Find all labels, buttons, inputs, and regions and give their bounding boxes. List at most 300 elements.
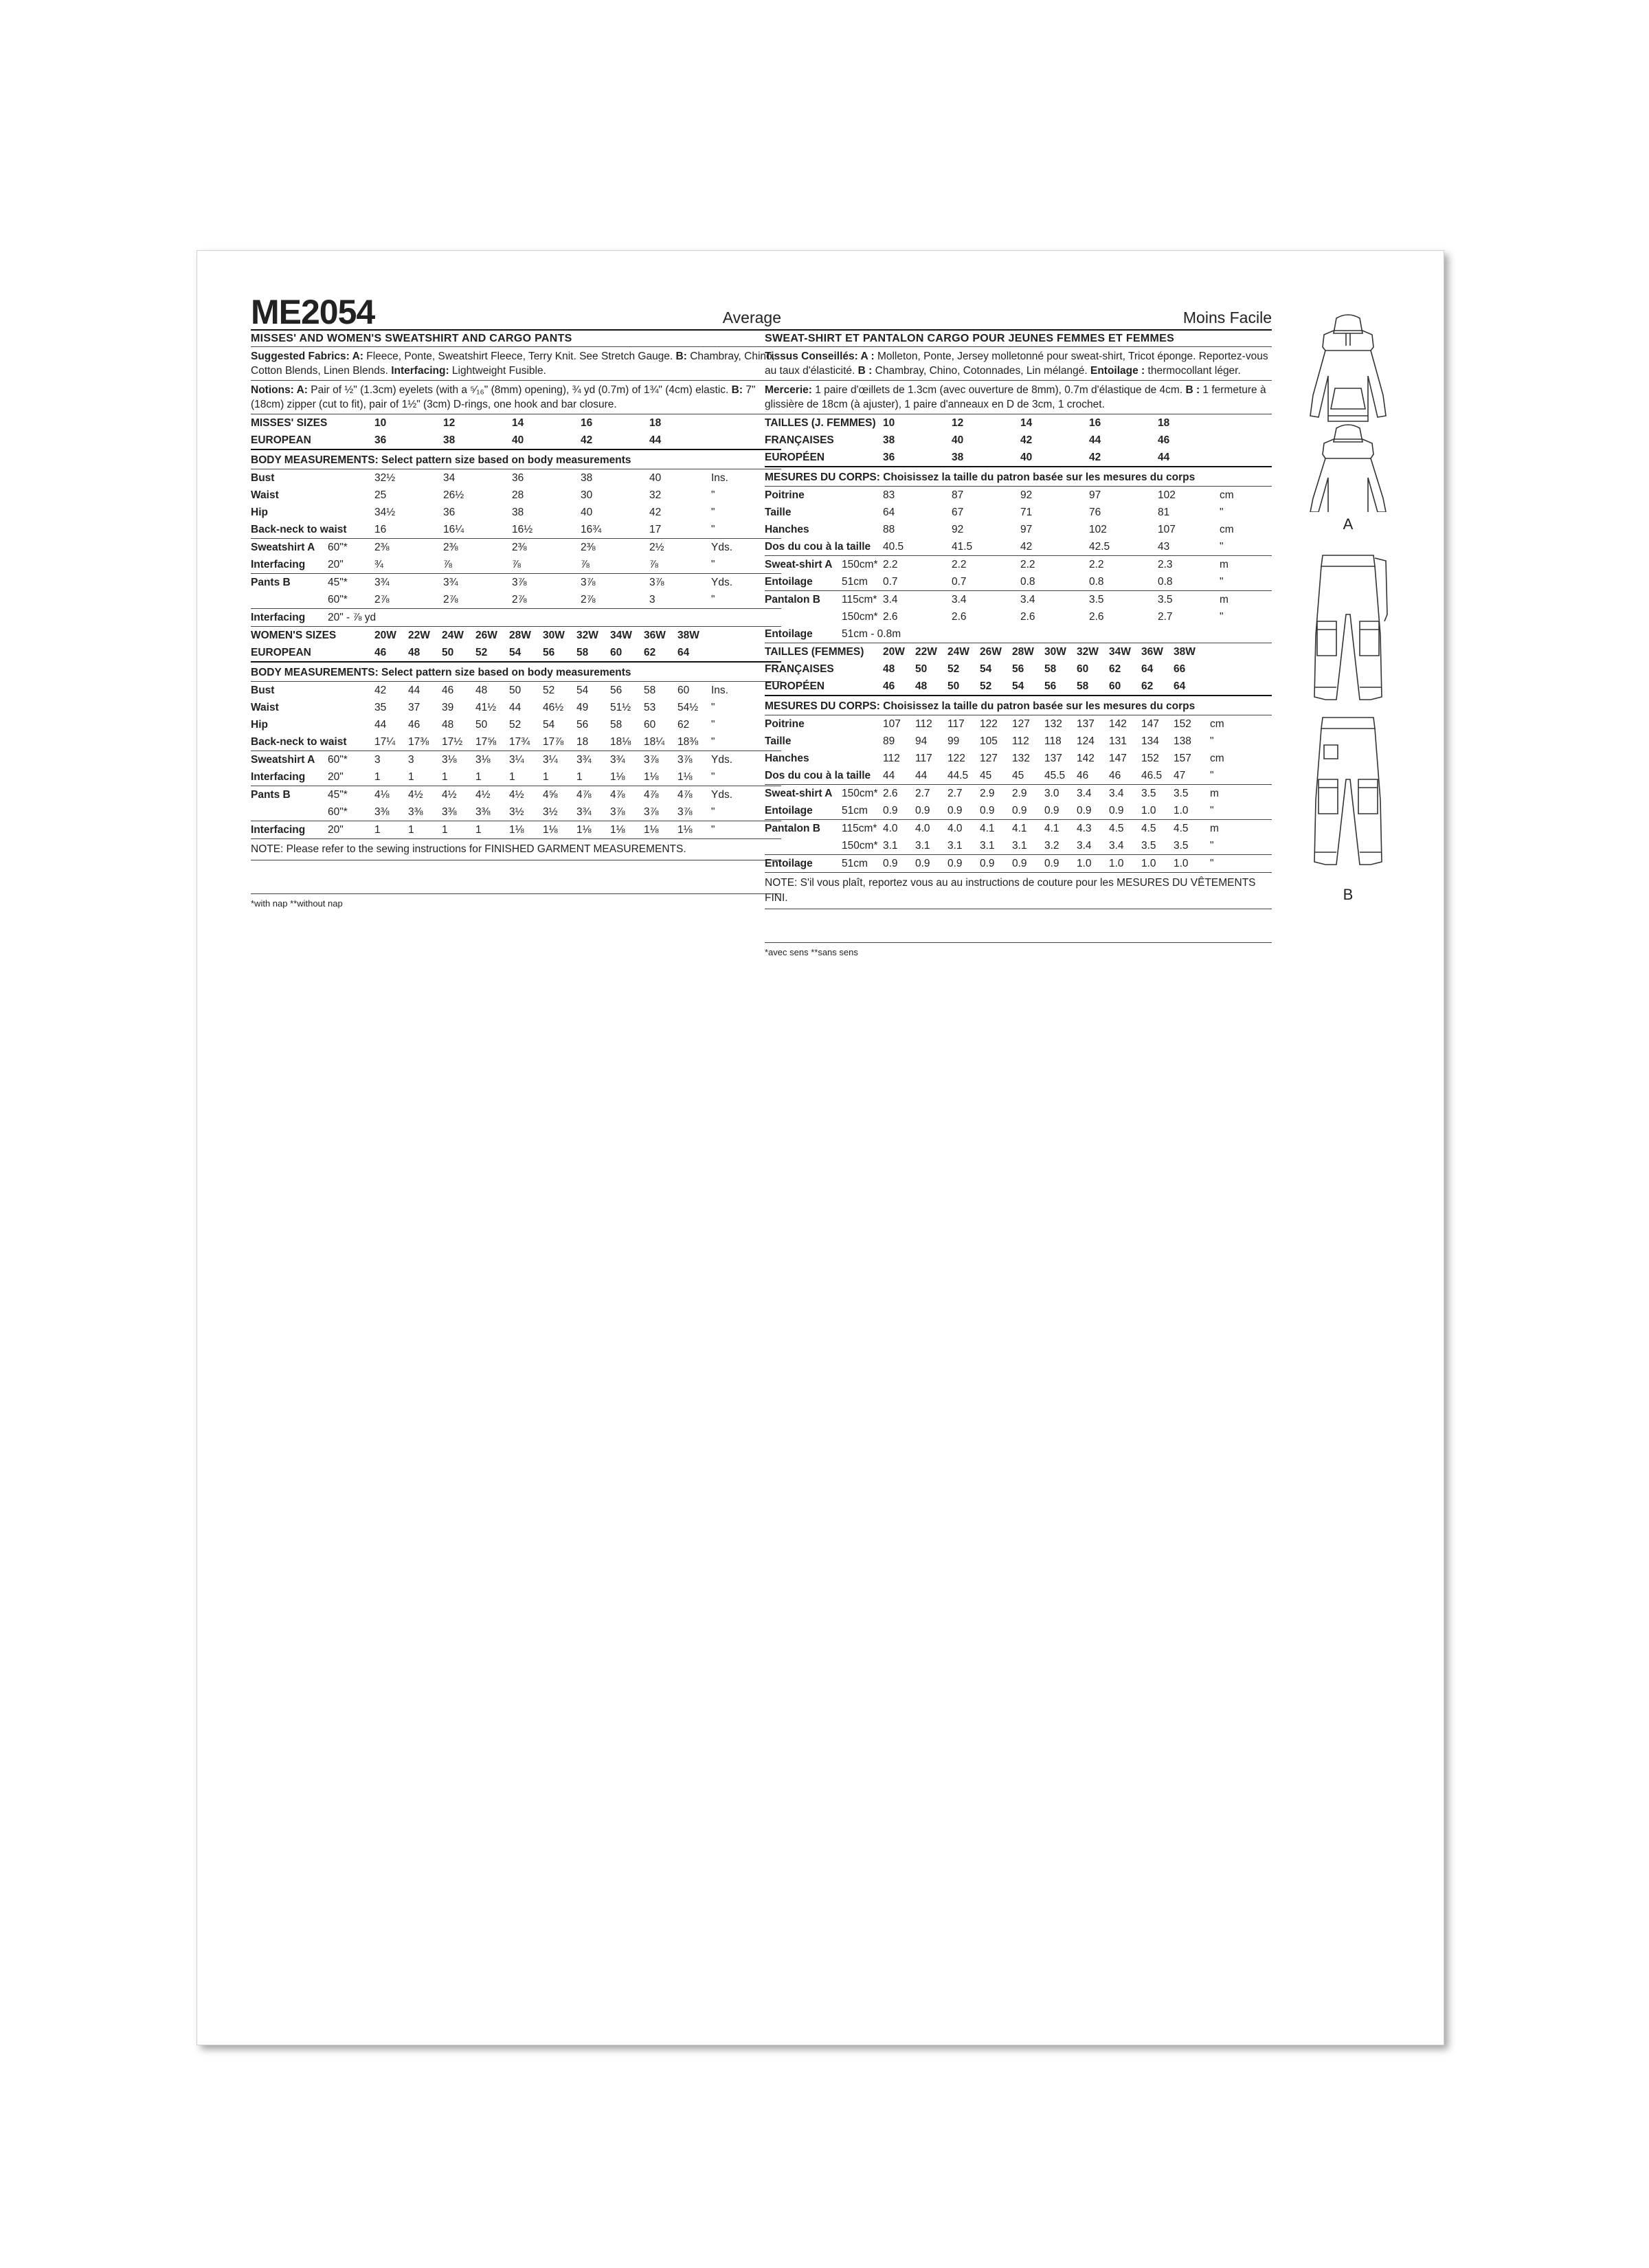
row-value: 118: [1044, 735, 1062, 747]
row-value: 3.4: [1077, 840, 1092, 852]
row-value: 1: [576, 771, 583, 783]
row-label: Interfacing: [251, 824, 306, 836]
row-value: 3.4: [1077, 788, 1092, 799]
nap-footnote: *with nap **without nap: [251, 893, 781, 909]
measurement-row: [765, 608, 1272, 625]
size-header-row-value: 14: [512, 417, 524, 429]
european-size-row-value: 44: [1089, 434, 1101, 446]
row-value: 1.0: [1109, 858, 1124, 869]
row-value: 1: [374, 771, 381, 783]
row-value: 1.0: [1141, 858, 1156, 869]
row-value: 45: [980, 770, 992, 781]
european-size-row-value: 50: [442, 647, 454, 658]
row-unit: ": [711, 524, 715, 535]
row-value: 3.4: [883, 594, 898, 605]
row-unit: ": [1210, 770, 1214, 781]
measurement-row: [765, 625, 1272, 643]
row-value: 1: [543, 771, 549, 783]
row-value: 0.8: [1020, 576, 1035, 588]
row-value: 97: [1089, 489, 1101, 501]
row-unit: m: [1210, 823, 1219, 834]
measurement-row: [765, 487, 1272, 504]
row-value: 3⅞: [644, 754, 659, 766]
body-measurements-heading: BODY MEASUREMENTS: Select pattern size based on body measurements: [251, 450, 781, 469]
measurement-row: [765, 733, 1272, 750]
row-label: Back-neck to waist: [251, 736, 347, 748]
european-size-row-2-value: 64: [1174, 680, 1186, 692]
row-value: 4⅞: [677, 789, 693, 801]
measurement-row: [251, 539, 781, 556]
row-value: 0.7: [952, 576, 967, 588]
row-value: 53: [644, 702, 656, 713]
row-value: 2.6: [952, 611, 967, 623]
row-value: 0.9: [883, 805, 898, 816]
fabrics-label-fr: Tissus Conseillés: A :: [765, 351, 875, 362]
row-unit: Ins.: [711, 685, 728, 696]
row-value: 18⅛: [610, 736, 631, 748]
row-label: Interfacing: [251, 771, 306, 783]
row-value: 48: [475, 685, 488, 696]
row-value: 0.9: [980, 805, 995, 816]
row-value: 99: [947, 735, 960, 747]
european-size-row-2-value: 44: [1158, 452, 1170, 463]
row-value: 51½: [610, 702, 631, 713]
european-size-row-label: FRANÇAISES: [765, 434, 834, 446]
measurement-row: [251, 556, 781, 574]
row-unit: ": [711, 489, 715, 501]
measurement-row: [765, 591, 1272, 608]
row-value: 54: [576, 685, 589, 696]
european-size-row-2-value: 46: [883, 680, 895, 692]
row-value: 3¼: [543, 754, 558, 766]
european-size-row-2-value: 50: [947, 680, 960, 692]
measurement-row: [251, 821, 781, 839]
row-value: 4.3: [1077, 823, 1092, 834]
row-label: Pants B: [251, 577, 291, 588]
row-value: 107: [1158, 524, 1176, 535]
row-value: 4½: [442, 789, 457, 801]
row-value: 3⅞: [610, 806, 625, 818]
row-value: ⅞: [649, 559, 658, 570]
row-value: 4⅞: [644, 789, 659, 801]
measurement-row: [251, 751, 781, 768]
row-value: 3.4: [952, 594, 967, 605]
row-value: 3.1: [915, 840, 930, 852]
row-value: 2⅜: [374, 542, 390, 553]
english-column: [251, 293, 781, 909]
row-value: 46: [408, 719, 420, 731]
row-value: 56: [576, 719, 589, 731]
row-value: 2⅜: [512, 542, 527, 553]
row-value: ⅞: [443, 559, 452, 570]
notions: [251, 381, 781, 414]
row-value: 132: [1044, 718, 1062, 730]
row-value: 3⅛: [475, 754, 491, 766]
row-width: 150cm*: [842, 611, 878, 623]
european-size-row-value: 52: [475, 647, 488, 658]
row-value: 1: [475, 771, 482, 783]
row-unit: ": [711, 594, 715, 605]
row-value: 49: [576, 702, 589, 713]
row-value: 4.0: [915, 823, 930, 834]
row-value: 44: [374, 719, 387, 731]
row-unit: cm: [1210, 753, 1224, 764]
row-value: 4.0: [883, 823, 898, 834]
row-value: 44: [408, 685, 420, 696]
row-unit: Yds.: [711, 789, 733, 801]
row-value: 46: [1109, 770, 1121, 781]
row-value: 107: [883, 718, 901, 730]
size-header-row-value: 10: [883, 417, 895, 429]
row-unit: m: [1210, 788, 1219, 799]
row-value: 102: [1089, 524, 1107, 535]
european-size-row-label: EUROPEAN: [251, 434, 311, 446]
european-size-row-value: 56: [543, 647, 555, 658]
european-size-row-2-value: 48: [915, 680, 928, 692]
row-value: 4.5: [1109, 823, 1124, 834]
row-value: 1⅛: [644, 824, 659, 836]
sweatshirt-sketches: [1283, 313, 1413, 512]
row-value: 41½: [475, 702, 497, 713]
size-header-row-label: TAILLES (FEMMES): [765, 646, 864, 658]
row-value: 105: [980, 735, 998, 747]
misses-size-table: [251, 414, 781, 627]
size-header-row-value: 32W: [576, 630, 598, 641]
row-value: 102: [1158, 489, 1176, 501]
european-size-row-value: 42: [1020, 434, 1033, 446]
notions-label-fr: Mercerie:: [765, 384, 812, 396]
row-value: 3.0: [1044, 788, 1059, 799]
row-value: 4⅞: [576, 789, 592, 801]
row-value: 32½: [374, 472, 396, 484]
row-unit: m: [1220, 559, 1229, 570]
row-width: 20" - ⅞ yd: [328, 612, 377, 623]
row-value: 39: [442, 702, 454, 713]
row-label: Pantalon B: [765, 823, 820, 834]
row-label: Bust: [251, 685, 275, 696]
row-value: 17½: [442, 736, 463, 748]
french-column: [765, 296, 1272, 957]
measurement-row: [765, 820, 1272, 837]
row-value: 3: [649, 594, 655, 605]
european-size-row-2: [765, 678, 1272, 696]
row-value: 4.0: [947, 823, 963, 834]
row-value: 45: [1012, 770, 1024, 781]
row-width: 51cm: [842, 858, 868, 869]
notions-text-fr: 1 paire d'œillets de 1.3cm (avec ouverture de 8mm), 0.7m d'élastique de 4cm.: [811, 384, 1186, 396]
row-value: 3.1: [947, 840, 963, 852]
row-value: 3.1: [1012, 840, 1027, 852]
row-value: 3.5: [1174, 788, 1189, 799]
row-value: 50: [475, 719, 488, 731]
womens-size-table: [251, 627, 781, 839]
row-value: 0.9: [947, 858, 963, 869]
row-value: 37: [408, 702, 420, 713]
measurement-row: [251, 716, 781, 733]
european-size-row-2-value: 38: [952, 452, 964, 463]
row-value: 0.9: [915, 858, 930, 869]
interfacing-label: Interfacing:: [391, 365, 449, 377]
measurement-row: [251, 609, 781, 627]
row-value: 36: [512, 472, 524, 484]
row-value: 1⅛: [576, 824, 592, 836]
row-value: 3¼: [509, 754, 524, 766]
size-header-row-value: 10: [374, 417, 387, 429]
row-value: 42: [1020, 541, 1033, 553]
size-header-row-value: 16: [1089, 417, 1101, 429]
row-value: 112: [1012, 735, 1029, 747]
difficulty-level-fr: Moins Facile: [1182, 309, 1272, 326]
row-value: 3.5: [1158, 594, 1173, 605]
measurement-row: [251, 504, 781, 521]
row-value: 3⅞: [677, 806, 693, 818]
row-value: 40.5: [883, 541, 904, 553]
body-measurements-heading: BODY MEASUREMENTS: Select pattern size based on body measurements: [251, 663, 781, 682]
row-value: 1⅛: [644, 771, 659, 783]
row-label: Sweatshirt A: [251, 754, 315, 766]
row-value: 2.2: [883, 559, 898, 570]
row-value: 17¾: [509, 736, 530, 748]
title-row: [251, 293, 781, 331]
row-value: 2½: [649, 542, 664, 553]
european-size-row-value: 46: [1158, 434, 1170, 446]
row-value: 117: [947, 718, 965, 730]
european-size-row-2-value: 58: [1077, 680, 1089, 692]
row-value: 1: [475, 824, 482, 836]
row-unit: ": [711, 507, 715, 518]
row-label: Entoilage: [765, 858, 813, 869]
row-value: 36: [443, 507, 456, 518]
european-size-row-label: FRANÇAISES: [765, 663, 834, 675]
row-value: 112: [883, 753, 900, 764]
row-value: 0.7: [883, 576, 898, 588]
row-value: 3: [408, 754, 414, 766]
row-value: 17⅝: [475, 736, 497, 748]
row-value: 132: [1012, 753, 1030, 764]
row-value: 1: [408, 771, 414, 783]
row-label: Taille: [765, 507, 792, 518]
row-value: 3⅞: [649, 577, 664, 588]
european-size-row: [251, 644, 781, 663]
row-value: 1: [408, 824, 414, 836]
row-value: 0.9: [1012, 805, 1027, 816]
row-value: 50: [509, 685, 521, 696]
european-size-row-2-value: 60: [1109, 680, 1121, 692]
size-header-row-value: 26W: [475, 630, 497, 641]
european-size-row-2-value: 36: [883, 452, 895, 463]
row-width: 60"*: [328, 754, 348, 766]
row-value: 4½: [408, 789, 423, 801]
row-value: 3⅞: [581, 577, 596, 588]
row-unit: m: [1220, 594, 1229, 605]
row-label: Taille: [765, 735, 792, 747]
row-value: 3⅜: [442, 806, 457, 818]
row-value: 4⅝: [543, 789, 558, 801]
size-header-row-label: WOMEN'S SIZES: [251, 630, 337, 641]
measurement-row: [251, 699, 781, 716]
row-value: 3¾: [443, 577, 458, 588]
row-width: 60"*: [328, 806, 348, 818]
row-value: 1: [374, 824, 381, 836]
row-unit: ": [1220, 611, 1224, 623]
row-unit: ": [711, 771, 715, 783]
row-value: 83: [883, 489, 895, 501]
row-value: 0.9: [1012, 858, 1027, 869]
notions-text: Pair of ½" (1.3cm) eyelets (with a ⁵⁄₁₆" (8mm) opening), ¾ yd (0.7m) of 1¾" (4cm) elastic.: [307, 384, 732, 396]
row-value: 127: [1012, 718, 1030, 730]
size-header-row-value: 18: [1158, 417, 1170, 429]
row-value: 60: [644, 719, 656, 731]
row-value: 42: [649, 507, 662, 518]
row-width: 60"*: [328, 542, 348, 553]
row-value: 18⅜: [677, 736, 699, 748]
fabrics-text-b: Chambray, Chino, Cotton Blends, Linen Blends.: [251, 351, 775, 377]
size-header-row-value: 26W: [980, 646, 1002, 658]
fabrics-b-label: B:: [675, 351, 687, 362]
row-value: 3.4: [1020, 594, 1035, 605]
european-size-row-value: 38: [443, 434, 456, 446]
row-unit: ": [1220, 507, 1224, 518]
measurement-row: [765, 802, 1272, 820]
row-value: 4.1: [1012, 823, 1027, 834]
row-value: 3.5: [1174, 840, 1189, 852]
european-size-row-value: 40: [952, 434, 964, 446]
row-unit: ": [1210, 858, 1214, 869]
note-finished-measurements-fr: NOTE: S'il vous plaît, reportez vous au au instructions de couture pour les MESURES DU VÊTEMENTS FINI.: [765, 873, 1272, 909]
row-value: 2.6: [883, 788, 898, 799]
measurement-row: [765, 767, 1272, 785]
row-label: Sweat-shirt A: [765, 788, 833, 799]
row-value: 152: [1174, 718, 1191, 730]
row-value: 88: [883, 524, 895, 535]
size-header-row-value: 16: [581, 417, 593, 429]
measurement-row: [765, 573, 1272, 591]
measurement-row: [765, 538, 1272, 556]
row-width: 51cm - 0.8m: [842, 628, 901, 640]
row-value: 44: [915, 770, 928, 781]
row-value: 44: [883, 770, 895, 781]
size-header-row-label: TAILLES (J. FEMMES): [765, 417, 876, 429]
row-value: 0.9: [1044, 858, 1059, 869]
measurement-row: [765, 837, 1272, 855]
measurement-row: [251, 733, 781, 751]
row-value: 4.1: [980, 823, 995, 834]
size-header-row-value: 34W: [1109, 646, 1131, 658]
row-value: 3.1: [883, 840, 898, 852]
row-value: 2.9: [980, 788, 995, 799]
row-value: 18¼: [644, 736, 665, 748]
row-value: 3½: [509, 806, 524, 818]
row-label: Back-neck to waist: [251, 524, 347, 535]
row-value: 35: [374, 702, 387, 713]
row-value: 2⅞: [374, 594, 390, 605]
interfacing-text-fr: thermocollant léger.: [1145, 365, 1241, 377]
row-value: 87: [952, 489, 964, 501]
row-value: 54: [543, 719, 555, 731]
row-value: 3.4: [1109, 840, 1124, 852]
row-label: Interfacing: [251, 612, 306, 623]
size-header-row-value: 24W: [947, 646, 969, 658]
row-value: 16½: [512, 524, 533, 535]
row-label: Poitrine: [765, 489, 805, 501]
row-value: 137: [1044, 753, 1062, 764]
european-size-row-value: 48: [408, 647, 420, 658]
note-finished-measurements: NOTE: Please refer to the sewing instructions for FINISHED GARMENT MEASUREMENTS.: [251, 839, 781, 860]
row-width: 115cm*: [842, 594, 877, 605]
row-value: 3⅜: [374, 806, 390, 818]
row-value: 0.9: [980, 858, 995, 869]
row-value: 34: [443, 472, 456, 484]
european-size-row-value: 58: [1044, 663, 1057, 675]
european-size-row-value: 58: [576, 647, 589, 658]
row-value: 2⅞: [581, 594, 596, 605]
row-label: Dos du cou à la taille: [765, 770, 871, 781]
cargo-pants-sketches: [1283, 553, 1413, 882]
row-value: 3⅞: [644, 806, 659, 818]
row-label: Sweat-shirt A: [765, 559, 833, 570]
row-value: 0.9: [947, 805, 963, 816]
row-width: 45"*: [328, 577, 348, 588]
row-value: 26½: [443, 489, 464, 501]
european-size-row-value: 64: [1141, 663, 1154, 675]
size-header-row-value: 36W: [644, 630, 666, 641]
measurement-row: [765, 715, 1272, 733]
size-header-row-value: 38W: [677, 630, 699, 641]
row-value: 46: [1077, 770, 1089, 781]
row-unit: Yds.: [711, 754, 733, 766]
row-value: 3⅜: [408, 806, 423, 818]
row-value: 54½: [677, 702, 699, 713]
row-value: 2.7: [947, 788, 963, 799]
size-header-row-value: 12: [952, 417, 964, 429]
row-value: 2.7: [1158, 611, 1173, 623]
measurement-row: [765, 556, 1272, 573]
row-value: 0.8: [1089, 576, 1104, 588]
measurement-row: [765, 785, 1272, 802]
european-size-row: [765, 660, 1272, 678]
european-size-row-value: 54: [509, 647, 521, 658]
view-a-label: A: [1343, 515, 1354, 533]
row-value: 64: [883, 507, 895, 518]
european-size-row-2-value: 56: [1044, 680, 1057, 692]
size-header-row-value: 22W: [408, 630, 430, 641]
row-unit: cm: [1210, 718, 1224, 730]
pattern-subtitle: MISSES' AND WOMEN'S SWEATSHIRT AND CARGO PANTS: [251, 331, 781, 347]
row-value: 34½: [374, 507, 396, 518]
fabrics-text-fr: Molleton, Ponte, Jersey molletonné pour sweat-shirt, Tricot éponge. Reportez-vous au taux d'élasticité.: [765, 351, 1268, 377]
european-size-row-value: 54: [980, 663, 992, 675]
notions-fr: [765, 381, 1272, 414]
row-value: 2.9: [1012, 788, 1027, 799]
row-value: 4.5: [1141, 823, 1156, 834]
row-unit: Ins.: [711, 472, 728, 484]
row-value: 46: [442, 685, 454, 696]
row-width: 45"*: [328, 789, 348, 801]
difficulty-level: Average: [722, 309, 781, 326]
row-value: 3.2: [1044, 840, 1059, 852]
body-measurements-heading: MESURES DU CORPS: Choisissez la taille du patron basée sur les mesures du corps: [765, 467, 1272, 487]
measurement-row: [765, 750, 1272, 767]
european-size-row: [765, 432, 1272, 449]
measurement-row: [251, 803, 781, 821]
size-header-row-value: 18: [649, 417, 662, 429]
european-size-row-2-value: 54: [1012, 680, 1024, 692]
row-value: ¾: [374, 559, 383, 570]
european-size-row-value: 48: [883, 663, 895, 675]
row-value: 142: [1109, 718, 1127, 730]
measurement-row: [251, 682, 781, 699]
row-value: 94: [915, 735, 928, 747]
